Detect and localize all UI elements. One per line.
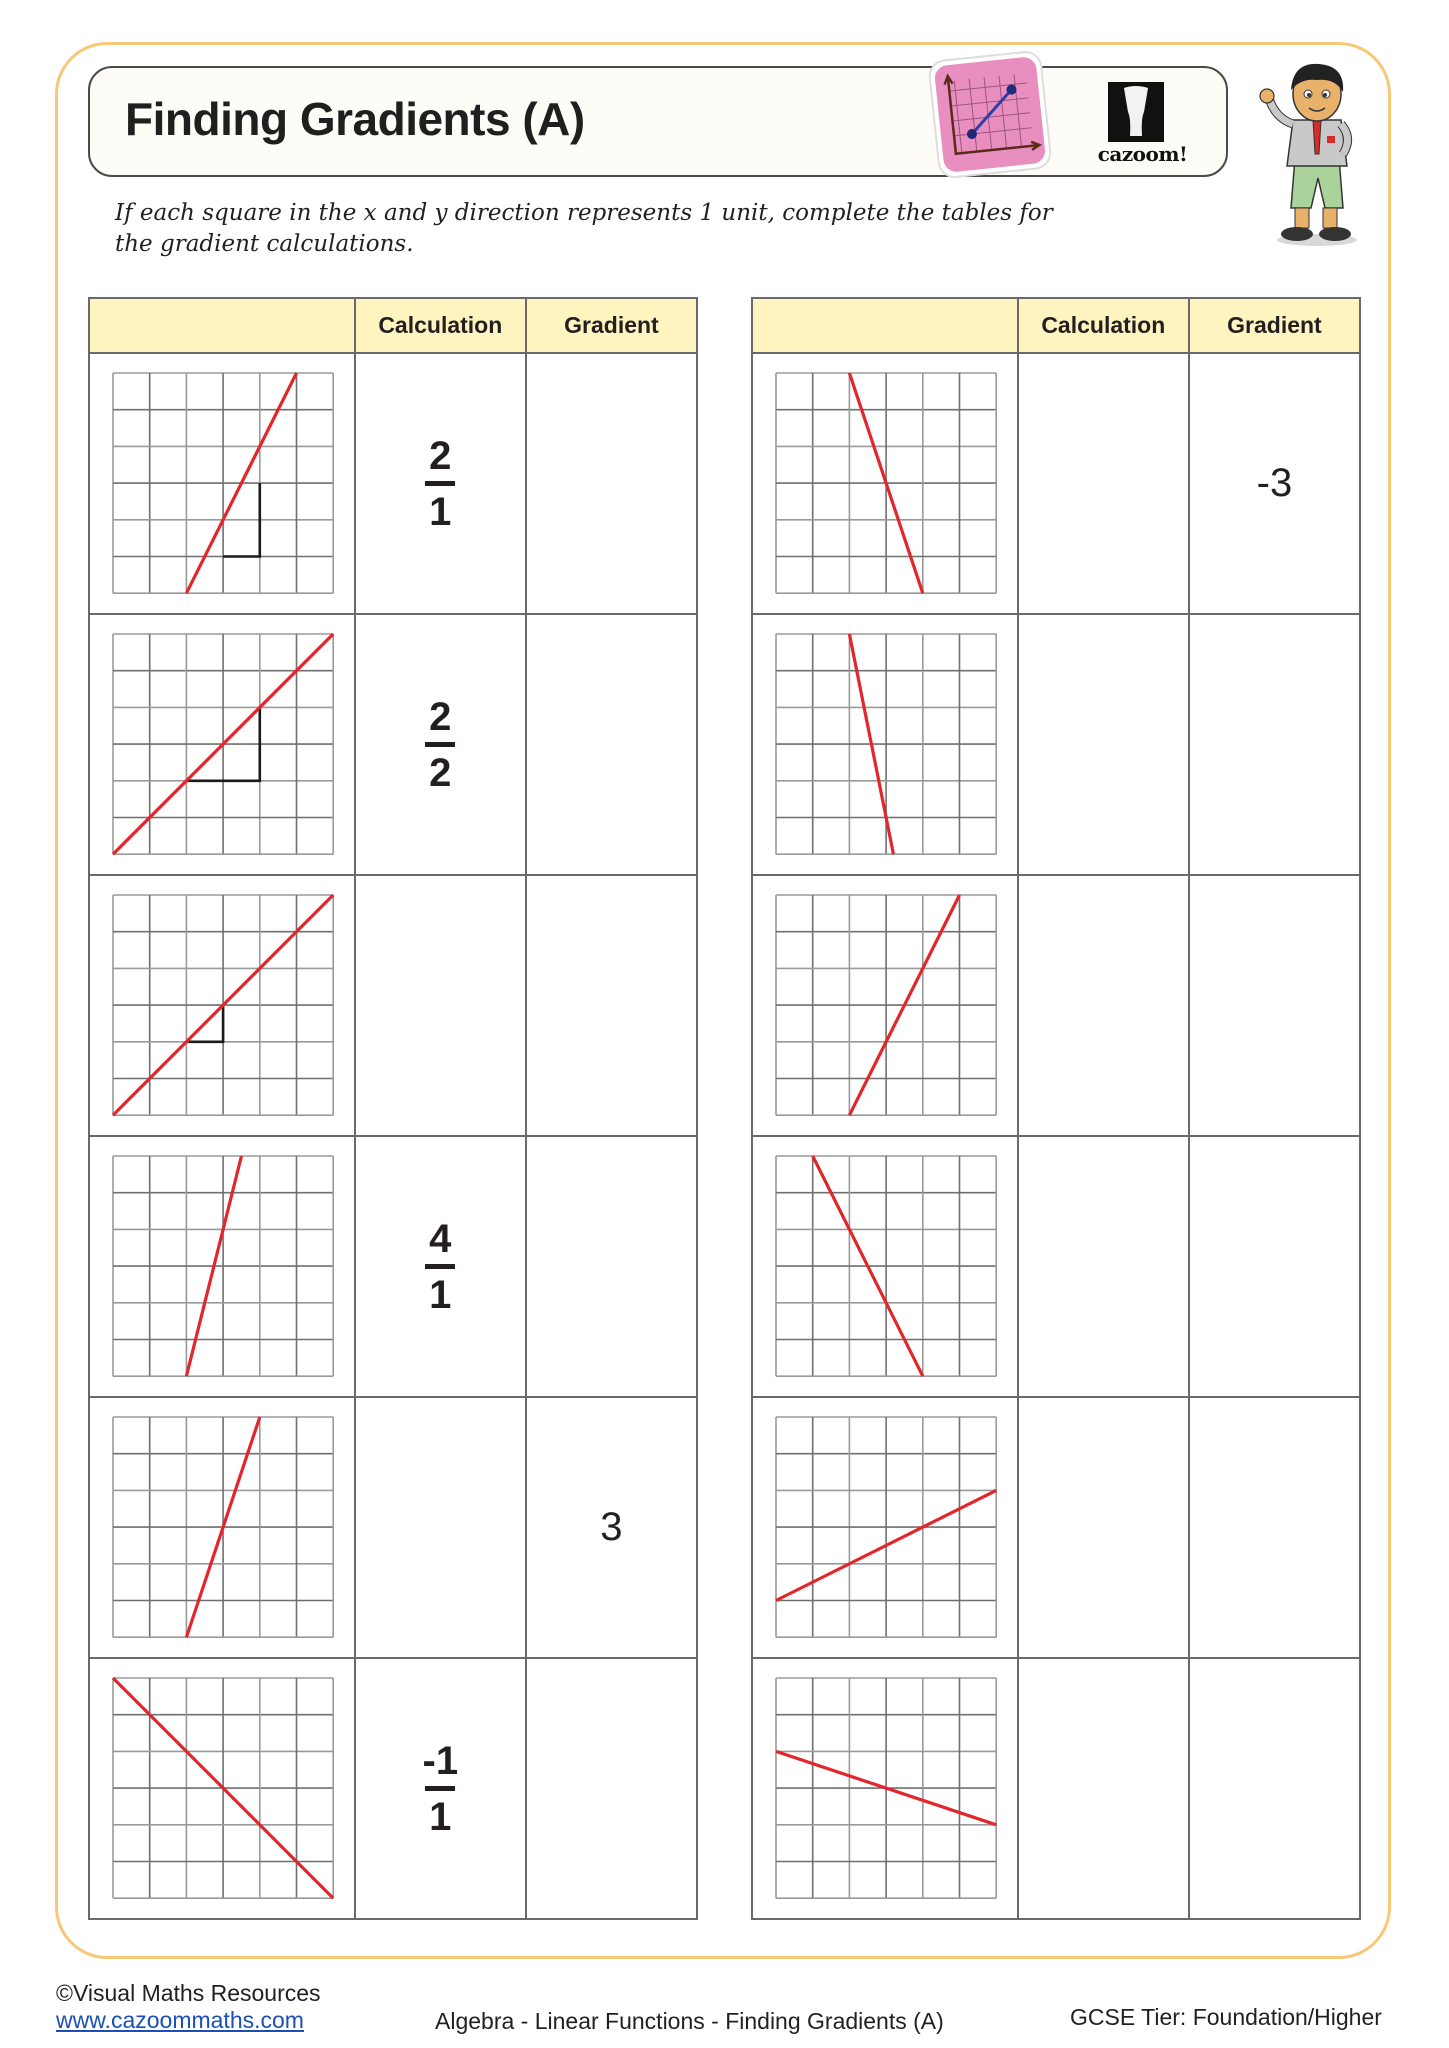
- table-row: [89, 353, 697, 614]
- graph-cell: [89, 1136, 355, 1397]
- fraction-bar: [425, 1264, 455, 1269]
- graph-cell: [89, 353, 355, 614]
- footer-credits: [56, 1980, 321, 2034]
- gradient-cell[interactable]: [526, 1397, 697, 1658]
- website-link[interactable]: www.cazoommaths.com: [56, 2007, 304, 2033]
- calculation-cell[interactable]: [355, 875, 526, 1136]
- graph-cell: [752, 1136, 1018, 1397]
- fraction-bar: [425, 742, 455, 747]
- gradient-cell[interactable]: [526, 1136, 697, 1397]
- table-row: [752, 875, 1360, 1136]
- calculation-cell[interactable]: [1018, 1658, 1189, 1919]
- coordinate-grid: [774, 632, 998, 856]
- coordinate-grid: [111, 1154, 335, 1378]
- table-row: [89, 875, 697, 1136]
- coordinate-grid: [774, 1415, 998, 1639]
- graph-cell: [89, 1658, 355, 1919]
- gradient-cell[interactable]: [1189, 1136, 1360, 1397]
- fraction-numerator: -1: [422, 1738, 459, 1783]
- title-banner: [88, 66, 1228, 177]
- graph-cell: [752, 353, 1018, 614]
- calculation-cell[interactable]: [1018, 614, 1189, 875]
- table-row: [89, 614, 697, 875]
- coordinate-grid: [111, 632, 335, 856]
- table-row: [752, 1397, 1360, 1658]
- table-header-row: [89, 298, 697, 353]
- calculation-cell[interactable]: [1018, 353, 1189, 614]
- gradient-cell[interactable]: [1189, 1658, 1360, 1919]
- gradient-cell[interactable]: [1189, 1397, 1360, 1658]
- calculation-cell[interactable]: [355, 614, 526, 875]
- calculation-cell[interactable]: [1018, 1136, 1189, 1397]
- coordinate-grid: [774, 371, 998, 595]
- table-row: [89, 1658, 697, 1919]
- header-graph: [752, 298, 1018, 353]
- calculation-fraction: [423, 1739, 459, 1839]
- header-calculation: Calculation: [355, 298, 526, 353]
- coordinate-grid: [774, 893, 998, 1117]
- gradient-cell[interactable]: [526, 353, 697, 614]
- gradient-table-right: [751, 297, 1361, 1920]
- coordinate-grid: [111, 893, 335, 1117]
- gradient-cell[interactable]: [526, 1658, 697, 1919]
- calculation-fraction: [425, 695, 455, 795]
- calculation-cell[interactable]: [355, 353, 526, 614]
- calculation-cell[interactable]: [355, 1658, 526, 1919]
- header-gradient: Gradient: [1189, 298, 1360, 353]
- fraction-denominator: 1: [429, 1794, 452, 1839]
- calculation-cell[interactable]: [355, 1136, 526, 1397]
- copyright-text: ©Visual Maths Resources: [56, 1980, 321, 2006]
- table-row: [752, 353, 1360, 614]
- fraction-denominator: 1: [429, 1272, 452, 1317]
- cartoon-boy-mascot: [1255, 58, 1375, 248]
- table-header-row: [752, 298, 1360, 353]
- gradient-cell[interactable]: [1189, 875, 1360, 1136]
- graph-cell: [89, 614, 355, 875]
- fraction-denominator: 1: [429, 489, 452, 534]
- coordinate-grid: [111, 1415, 335, 1639]
- gradient-cell[interactable]: [1189, 614, 1360, 875]
- topic-path: Algebra - Linear Functions - Finding Gradients (A): [435, 2008, 944, 2034]
- drum-icon: [1108, 82, 1164, 142]
- coordinate-grid: [774, 1154, 998, 1378]
- fraction-numerator: 2: [429, 433, 452, 478]
- table-row: [752, 614, 1360, 875]
- graph-cell: [752, 875, 1018, 1136]
- gradient-table-left: [88, 297, 698, 1920]
- gradient-cell[interactable]: [526, 614, 697, 875]
- gradient-value: 3: [600, 1505, 623, 1549]
- coordinate-grid: [774, 1676, 998, 1900]
- calculation-fraction: [425, 1217, 455, 1317]
- coordinate-grid: [111, 1676, 335, 1900]
- tier-label: GCSE Tier: Foundation/Higher: [1070, 2004, 1382, 2030]
- header-gradient: Gradient: [526, 298, 697, 353]
- cazoom-logo: cazoom!: [1090, 80, 1195, 170]
- graph-cell: [752, 1658, 1018, 1919]
- gradient-value: -3: [1256, 461, 1293, 505]
- line-graph-icon: [924, 46, 1056, 183]
- calculation-fraction: [425, 434, 455, 534]
- graph-cell: [752, 1397, 1018, 1658]
- fraction-bar: [425, 1786, 455, 1791]
- graph-cell: [752, 614, 1018, 875]
- gradient-cell[interactable]: [1189, 353, 1360, 614]
- table-row: [752, 1658, 1360, 1919]
- table-row: [89, 1136, 697, 1397]
- fraction-numerator: 4: [429, 1216, 452, 1261]
- table-row: [89, 1397, 697, 1658]
- fraction-numerator: 2: [429, 694, 452, 739]
- table-row: [752, 1136, 1360, 1397]
- instructions-text: If each square in the x and y direction represents 1 unit, complete the tables for the gradient calculations.: [115, 200, 1053, 257]
- header-calculation: Calculation: [1018, 298, 1189, 353]
- graph-cell: [89, 875, 355, 1136]
- coordinate-grid: [111, 371, 335, 595]
- calculation-cell[interactable]: [355, 1397, 526, 1658]
- fraction-bar: [425, 481, 455, 486]
- gradient-cell[interactable]: [526, 875, 697, 1136]
- graph-cell: [89, 1397, 355, 1658]
- fraction-denominator: 2: [429, 750, 452, 795]
- calculation-cell[interactable]: [1018, 875, 1189, 1136]
- page-title: Finding Gradients (A): [125, 93, 585, 145]
- header-graph: [89, 298, 355, 353]
- calculation-cell[interactable]: [1018, 1397, 1189, 1658]
